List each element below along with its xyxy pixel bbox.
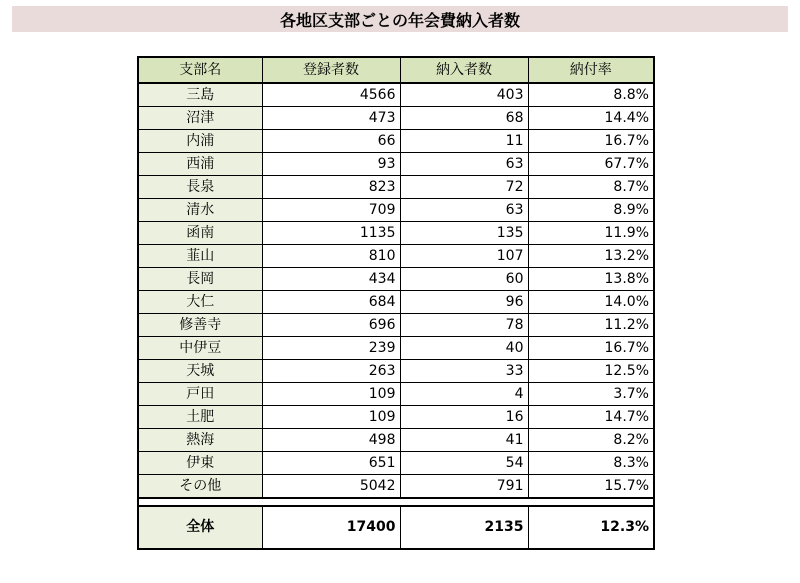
branch-name-cell: 長泉 bbox=[138, 176, 262, 199]
paid-count-cell: 63 bbox=[400, 153, 528, 176]
table-row bbox=[138, 337, 654, 360]
paid-count-cell: 33 bbox=[400, 360, 528, 383]
paid-count-cell: 40 bbox=[400, 337, 528, 360]
branch-name-cell: 長岡 bbox=[138, 268, 262, 291]
payment-rate-cell: 11.2% bbox=[528, 314, 654, 337]
table-row bbox=[138, 222, 654, 245]
branch-name-cell: 土肥 bbox=[138, 406, 262, 429]
registered-count-cell: 823 bbox=[262, 176, 400, 199]
paid-count-cell: 78 bbox=[400, 314, 528, 337]
column-header-payment-rate: 納付率 bbox=[528, 57, 654, 83]
payment-rate-cell: 3.7% bbox=[528, 383, 654, 406]
table-footer bbox=[138, 498, 654, 549]
paid-count-cell: 68 bbox=[400, 107, 528, 130]
page-title-bar bbox=[12, 6, 788, 32]
payment-rate-cell: 67.7% bbox=[528, 153, 654, 176]
payment-rate-cell: 8.8% bbox=[528, 83, 654, 107]
payment-rate-cell: 8.7% bbox=[528, 176, 654, 199]
table-row bbox=[138, 83, 654, 107]
table-body bbox=[138, 83, 654, 498]
registered-count-cell: 473 bbox=[262, 107, 400, 130]
table-row bbox=[138, 199, 654, 222]
registered-count-cell: 684 bbox=[262, 291, 400, 314]
payment-rate-cell: 11.9% bbox=[528, 222, 654, 245]
payment-rate-cell: 16.7% bbox=[528, 130, 654, 153]
table-row bbox=[138, 130, 654, 153]
registered-count-cell: 93 bbox=[262, 153, 400, 176]
registered-count-cell: 4566 bbox=[262, 83, 400, 107]
column-header-registered: 登録者数 bbox=[262, 57, 400, 83]
table-row bbox=[138, 406, 654, 429]
branch-name-cell: 戸田 bbox=[138, 383, 262, 406]
registered-count-cell: 651 bbox=[262, 452, 400, 475]
registered-count-cell: 1135 bbox=[262, 222, 400, 245]
registered-count-cell: 498 bbox=[262, 429, 400, 452]
total-label: 全体 bbox=[138, 506, 262, 549]
table-row bbox=[138, 291, 654, 314]
column-header-branch: 支部名 bbox=[138, 57, 262, 83]
payment-rate-cell: 14.4% bbox=[528, 107, 654, 130]
total-registered: 17400 bbox=[262, 506, 400, 549]
table-row bbox=[138, 107, 654, 130]
branch-name-cell: 熱海 bbox=[138, 429, 262, 452]
branch-name-cell: 伊東 bbox=[138, 452, 262, 475]
registered-count-cell: 434 bbox=[262, 268, 400, 291]
total-paid: 2135 bbox=[400, 506, 528, 549]
paid-count-cell: 135 bbox=[400, 222, 528, 245]
table-row bbox=[138, 245, 654, 268]
table-row bbox=[138, 452, 654, 475]
payment-rate-cell: 16.7% bbox=[528, 337, 654, 360]
payment-rate-cell: 15.7% bbox=[528, 475, 654, 499]
branch-name-cell: 函南 bbox=[138, 222, 262, 245]
membership-fee-table bbox=[137, 56, 655, 550]
paid-count-cell: 4 bbox=[400, 383, 528, 406]
payment-rate-cell: 13.2% bbox=[528, 245, 654, 268]
branch-name-cell: 内浦 bbox=[138, 130, 262, 153]
branch-name-cell: 沼津 bbox=[138, 107, 262, 130]
table-row bbox=[138, 176, 654, 199]
branch-name-cell: 西浦 bbox=[138, 153, 262, 176]
page-title: 各地区支部ごとの年会費納入者数 bbox=[279, 10, 520, 30]
payment-rate-cell: 12.5% bbox=[528, 360, 654, 383]
paid-count-cell: 107 bbox=[400, 245, 528, 268]
table-header-row bbox=[138, 57, 654, 83]
table-row bbox=[138, 429, 654, 452]
branch-name-cell: 三島 bbox=[138, 83, 262, 107]
branch-name-cell: 韮山 bbox=[138, 245, 262, 268]
branch-name-cell: 大仁 bbox=[138, 291, 262, 314]
total-payment-rate: 12.3% bbox=[528, 506, 654, 549]
registered-count-cell: 5042 bbox=[262, 475, 400, 499]
paid-count-cell: 54 bbox=[400, 452, 528, 475]
paid-count-cell: 791 bbox=[400, 475, 528, 499]
paid-count-cell: 41 bbox=[400, 429, 528, 452]
table-row bbox=[138, 383, 654, 406]
paid-count-cell: 60 bbox=[400, 268, 528, 291]
registered-count-cell: 109 bbox=[262, 383, 400, 406]
payment-rate-cell: 13.8% bbox=[528, 268, 654, 291]
payment-rate-cell: 14.0% bbox=[528, 291, 654, 314]
payment-rate-cell: 8.2% bbox=[528, 429, 654, 452]
registered-count-cell: 109 bbox=[262, 406, 400, 429]
table-row bbox=[138, 153, 654, 176]
branch-name-cell: その他 bbox=[138, 475, 262, 499]
registered-count-cell: 263 bbox=[262, 360, 400, 383]
registered-count-cell: 810 bbox=[262, 245, 400, 268]
paid-count-cell: 96 bbox=[400, 291, 528, 314]
branch-name-cell: 天城 bbox=[138, 360, 262, 383]
registered-count-cell: 239 bbox=[262, 337, 400, 360]
paid-count-cell: 16 bbox=[400, 406, 528, 429]
table-row bbox=[138, 360, 654, 383]
paid-count-cell: 63 bbox=[400, 199, 528, 222]
column-header-paid: 納入者数 bbox=[400, 57, 528, 83]
paid-count-cell: 403 bbox=[400, 83, 528, 107]
registered-count-cell: 696 bbox=[262, 314, 400, 337]
branch-name-cell: 中伊豆 bbox=[138, 337, 262, 360]
table-row bbox=[138, 268, 654, 291]
table-row bbox=[138, 475, 654, 499]
table-spacer-row bbox=[138, 498, 654, 506]
payment-rate-cell: 14.7% bbox=[528, 406, 654, 429]
table-total-row bbox=[138, 506, 654, 549]
paid-count-cell: 11 bbox=[400, 130, 528, 153]
branch-name-cell: 清水 bbox=[138, 199, 262, 222]
table-row bbox=[138, 314, 654, 337]
payment-rate-cell: 8.9% bbox=[528, 199, 654, 222]
branch-name-cell: 修善寺 bbox=[138, 314, 262, 337]
registered-count-cell: 66 bbox=[262, 130, 400, 153]
paid-count-cell: 72 bbox=[400, 176, 528, 199]
registered-count-cell: 709 bbox=[262, 199, 400, 222]
payment-rate-cell: 8.3% bbox=[528, 452, 654, 475]
